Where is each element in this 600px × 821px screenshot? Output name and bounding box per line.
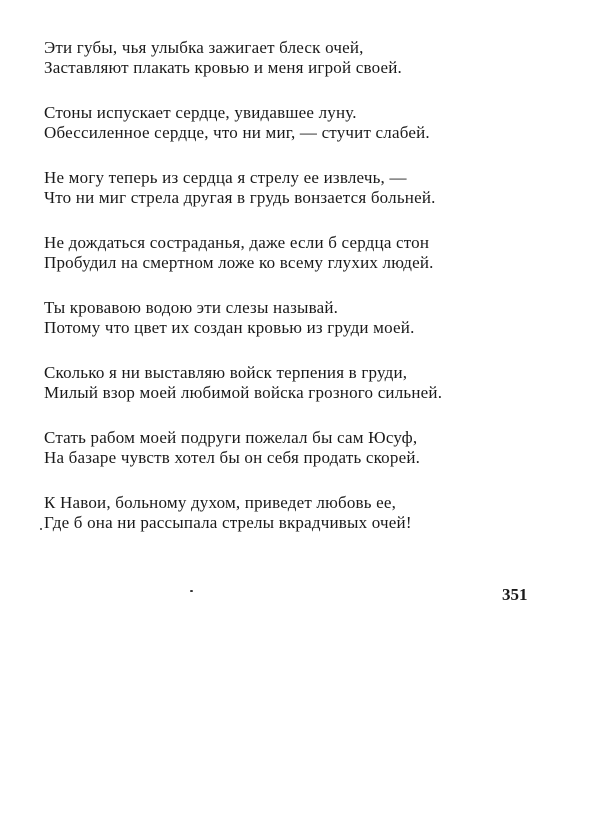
- poem-line: Сколько я ни выставляю войск терпения в груди,: [44, 363, 408, 382]
- stanza-8: [44, 493, 564, 533]
- page-number: 351: [502, 585, 528, 604]
- stanza-6: [44, 363, 564, 403]
- stanza-2: [44, 103, 564, 143]
- poem-line: Пробудил на смертном ложе ко всему глухих людей.: [44, 253, 434, 272]
- stanza-5: [44, 298, 564, 338]
- poem-line: К Навои, больному духом, приведет любовь ее,: [44, 493, 397, 512]
- stanza-4: [44, 233, 564, 273]
- poem-line: Где б она ни рассыпала стрелы вкрадчивых очей!: [44, 513, 412, 532]
- poem-line: Ты кровавою водою эти слезы называй.: [44, 298, 339, 317]
- poem: [44, 38, 564, 558]
- poem-line: Эти губы, чья улыбка зажигает блеск очей,: [44, 38, 364, 57]
- stanza-1: [44, 38, 564, 78]
- poem-line: Милый взор моей любимой войска грозного сильней.: [44, 383, 443, 402]
- poem-line: Не дождаться состраданья, даже если б сердца стон: [44, 233, 430, 252]
- stanza-3: [44, 168, 564, 208]
- print-speck: [40, 528, 42, 530]
- poem-line: Что ни миг стрела другая в грудь вонзается больней.: [44, 188, 436, 207]
- poem-line: На базаре чувств хотел бы он себя продать скорей.: [44, 448, 421, 467]
- print-speck: [190, 590, 193, 592]
- poem-line: Стоны испускает сердце, увидавшее луну.: [44, 103, 357, 122]
- stanza-7: [44, 428, 564, 468]
- poem-line: Стать рабом моей подруги пожелал бы сам Юсуф,: [44, 428, 418, 447]
- poem-line: Обессиленное сердце, что ни миг, — стучит слабей.: [44, 123, 430, 142]
- poem-line: Заставляют плакать кровью и меня игрой своей.: [44, 58, 402, 77]
- poem-line: Потому что цвет их создан кровью из груди моей.: [44, 318, 415, 337]
- poem-line: Не могу теперь из сердца я стрелу ее извлечь, —: [44, 168, 407, 187]
